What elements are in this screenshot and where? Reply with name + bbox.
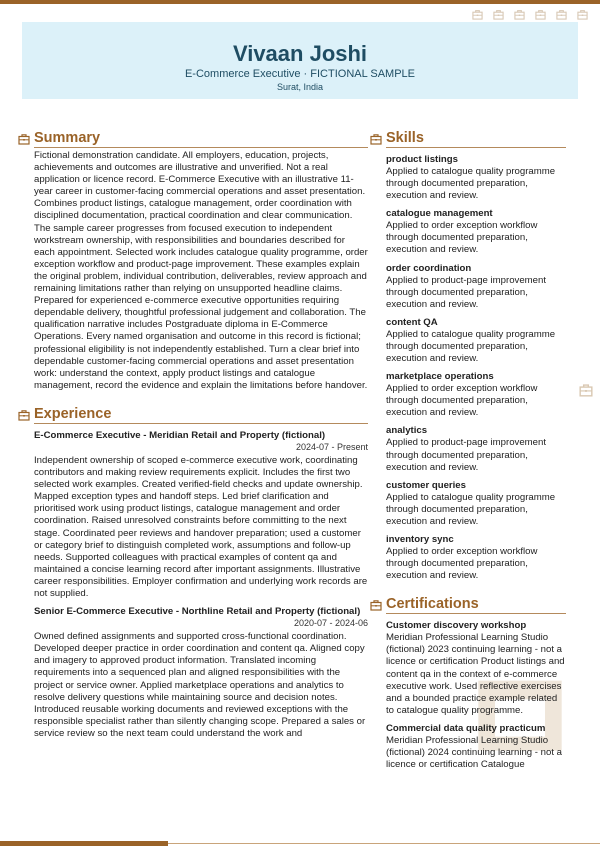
job-dates: 2024-07 - Present — [295, 441, 368, 452]
skill-description: Applied to catalogue quality programme through documented preparation, execution and review. — [386, 328, 556, 365]
skill-item — [386, 480, 566, 528]
summary-section — [18, 130, 368, 392]
summary-text: Fictional demonstration candidate. All employers, education, projects, achievements and outcomes are illustrative and unverified. Not a real application or licence record. E-Commerce Executive with an illustrative 11-year career in customer-facing commercial operations and asset presentation. Combines product listings, catalogue management, order coordination with disciplined documentation, practical coordination and clear communication. The sample career progresses from focused execution to independent workstream ownership, with responsibilities and boundaries described for each appointment. Selected work includes catalogue quality programme, order exception workflow and product-page improvement. These examples explain the original problem, individual contribution, deliverables, review approach and remaining limitations rather than relying on unsupported headline claims. Prepared for experienced e-commerce executive opportunities requiring dependable delivery, thoughtful professional judgement and collaboration. The qualification narrative includes Postgraduate diploma in E-Commerce Operations. Every named organisation and outcome in this record is fictional; professional eligibility is not independently established. Turn a clear brief into dependable customer-facing commercial operations and asset presentation work: understand the context, apply product listings and catalogue management, record the evidence and explain the limitations before handover. — [34, 150, 368, 391]
job-description: Owned defined assignments and supported cross-functional coordination. Developed deeper practice in order coordination and content qa. Aligned copy and imagery to approved product information. Translated incoming requirements into a sequenced plan and aligned responsibilities with the project or service owner. Applied marketplace operations and analytics to resolve delivery questions while maintaining source and decision notes. Introduced reusable working documents and reviewed exceptions with the responsible specialist rather than silently changing scope. Prepared a sales or service review so the next team could understand the work and — [34, 631, 366, 739]
skill-name: content QA — [386, 316, 438, 328]
briefcase-icon — [579, 383, 593, 397]
skills-heading: Skills — [386, 130, 566, 148]
skills-section — [370, 130, 566, 582]
skill-description: Applied to catalogue quality programme through documented preparation, execution and review. — [386, 166, 556, 202]
skill-item — [386, 208, 566, 256]
briefcase-icon — [577, 9, 588, 20]
top-accent-rule — [0, 0, 600, 4]
experience-heading: Experience — [34, 406, 368, 424]
briefcase-icon — [556, 9, 567, 20]
right-column — [370, 130, 566, 771]
bottom-accent-rule — [0, 841, 168, 846]
resume-header — [22, 22, 578, 99]
skill-item — [386, 534, 566, 582]
briefcase-icon — [370, 599, 382, 611]
skill-item — [386, 154, 566, 202]
decorative-icon-row — [472, 9, 588, 20]
briefcase-icon — [18, 409, 30, 421]
skill-description: Applied to order exception workflow through documented preparation, execution and review. — [386, 383, 538, 419]
skill-name: order coordination — [386, 262, 472, 274]
skill-description: Applied to order exception workflow through documented preparation, execution and review. — [386, 545, 538, 582]
job-title: E-Commerce Executive - Meridian Retail and Property (fictional) — [34, 429, 326, 441]
job-entry — [34, 606, 368, 740]
briefcase-icon — [370, 133, 382, 145]
skill-item — [386, 263, 566, 311]
skill-description: Applied to order exception workflow through documented preparation, execution and review. — [386, 220, 538, 256]
job-entry — [34, 430, 368, 600]
briefcase-icon — [18, 133, 30, 145]
candidate-location: Surat, India — [276, 82, 324, 92]
briefcase-icon — [493, 9, 504, 20]
skill-description: Applied to product-page improvement through documented preparation, execution and review. — [386, 274, 546, 310]
certifications-heading: Certifications — [386, 596, 566, 614]
certification-name: Customer discovery workshop — [386, 620, 527, 632]
summary-heading: Summary — [34, 130, 368, 148]
certification-description: Meridian Professional Learning Studio (fictional) 2024 continuing learning - not a licence or certification Catalogue — [386, 734, 562, 771]
skill-item — [386, 317, 566, 365]
skill-name: marketplace operations — [386, 371, 494, 383]
certifications-section — [370, 596, 566, 771]
skill-name: customer queries — [386, 479, 466, 491]
briefcase-icon — [472, 9, 483, 20]
job-dates: 2020-07 - 2024-06 — [293, 618, 368, 629]
certification-name: Commercial data quality practicum — [386, 722, 546, 734]
candidate-name: Vivaan Joshi — [232, 41, 368, 66]
certification-item — [386, 723, 566, 771]
experience-section — [18, 406, 368, 740]
skill-name: catalogue management — [386, 208, 493, 220]
skill-item — [386, 371, 566, 419]
skill-description: Applied to catalogue quality programme through documented preparation, execution and review. — [386, 491, 556, 527]
skill-description: Applied to product-page improvement through documented preparation, execution and review. — [386, 437, 546, 473]
briefcase-icon — [535, 9, 546, 20]
briefcase-icon — [514, 9, 525, 20]
certification-description: Meridian Professional Learning Studio (fictional) 2023 continuing learning - not a licence or certification Product listings and content qa in the context of e-commerce executive work. Used reflective exercises and a bounded practice example related to catalogue quality programme. — [386, 632, 565, 716]
candidate-headline: E-Commerce Executive · FICTIONAL SAMPLE — [184, 68, 416, 80]
left-column — [18, 130, 368, 740]
skill-name: product listings — [386, 154, 458, 165]
skill-item — [386, 425, 566, 473]
skill-name: analytics — [386, 425, 428, 437]
skill-name: inventory sync — [386, 533, 454, 545]
certification-item — [386, 620, 566, 717]
job-title: Senior E-Commerce Executive - Northline Retail and Property (fictional) — [34, 606, 361, 618]
job-description: Independent ownership of scoped e-commerce executive work, coordinating contributors and making review requirements explicit. Includes the first two selected work examples. Created verified-field checks and update ownership. Mapped exception types and handoff steps. Led brief clarification and prioritised work using product listings, catalogue management and order coordination. Raised unresolved constraints before committing to the next stage. Coordinated peer reviews and handover preparation; used a customer or category brief to distinguish completed work, assumptions and follow-up needs. Supported colleagues with practical examples of content qa and maintained a concise learning record after important assignments. Illustrative career responsibilities. Employer confirmation and underlying work records are not supplied. — [34, 454, 368, 599]
